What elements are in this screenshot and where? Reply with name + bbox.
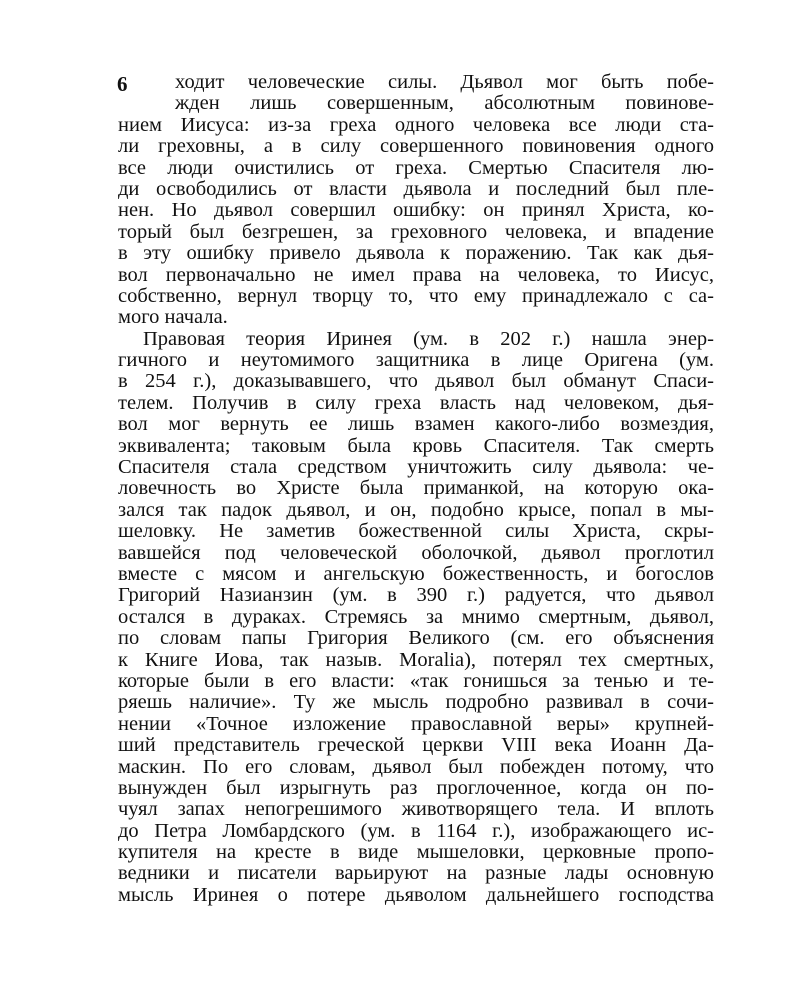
text-line: вынужден был изрыгнуть раз проглоченное, когда он по- — [118, 776, 714, 799]
text-line: ловечность во Христе была приманкой, на которую ока- — [118, 477, 714, 500]
text-line: эквивалента; таковым была кровь Спасителя. Так смерть — [118, 434, 714, 457]
text-line: чуял запах непогрешимого животворящего тела. И вплоть — [118, 798, 714, 821]
text-line: Григорий Назианзин (ум. в 390 г.) радуется, что дьявол — [118, 584, 714, 607]
text-line: жден лишь совершенным, абсолютным повинове- — [175, 92, 714, 115]
text-line: нием Иисуса: из-за греха одного человека все люди ста- — [118, 113, 714, 136]
text-line: остался в дураках. Стремясь за мнимо смертным, дьявол, — [118, 605, 714, 628]
text-line: ведники и писатели варьируют на разные лады основную — [118, 862, 714, 885]
page-number: 6 — [117, 72, 128, 96]
text-line: в эту ошибку привело дьявола к поражению. Так как дья- — [118, 242, 714, 265]
paragraph — [118, 72, 714, 329]
text-line: Правовая теория Иринея (ум. в 202 г.) нашла энер- — [143, 327, 714, 350]
text-line: нении «Точное изложение православной веры» крупней- — [118, 712, 714, 735]
text-line: вавшейся под человеческой оболочкой, дьявол проглотил — [118, 541, 714, 564]
text-line: ходит человеческие силы. Дьявол мог быть побе- — [175, 71, 714, 93]
text-line: купителя на кресте в виде мышеловки, церковные пропо- — [118, 841, 714, 864]
text-line: к Книге Иова, так назыв. Moralia), потерял тех смертных, — [118, 648, 714, 671]
text-line: вол мог вернуть ее лишь взамен какого-либо возмездия, — [118, 413, 714, 436]
text-line: торый был безгрешен, за греховного человека, и впадение — [118, 220, 714, 243]
text-line: шеловку. Не заметив божественной силы Христа, скры- — [118, 520, 714, 543]
body-text — [118, 72, 714, 906]
text-line: мого начала. — [118, 306, 228, 329]
text-line: ли греховны, а в силу совершенного повиновения одного — [118, 135, 714, 158]
text-line: мысль Иринея о потере дьяволом дальнейшего господства — [118, 883, 714, 906]
text-line: собственно, вернул творцу то, что ему принадлежало с са- — [118, 284, 714, 307]
text-line: вол первоначально не имел права на человека, то Иисус, — [118, 263, 714, 286]
text-line: в 254 г.), доказывавшего, что дьявол был обманут Спаси- — [118, 370, 714, 393]
text-line: ший представитель греческой церкви VIII века Иоанн Да- — [118, 734, 714, 757]
text-line: вместе с мясом и ангельскую божественность, и богослов — [118, 562, 714, 585]
text-line: Спасителя стала средством уничтожить силу дьявола: че- — [118, 456, 714, 479]
text-line: которые были в его власти: «так гонишься за тенью и те- — [118, 669, 714, 692]
text-line: гичного и неутомимого защитника в лице Оригена (ум. — [118, 349, 714, 372]
text-line: зался так падок дьявол, и он, подобно крысе, попал в мы- — [118, 498, 714, 521]
paragraph — [118, 329, 714, 907]
text-line: нен. Но дьявол совершил ошибку: он принял Христа, ко- — [118, 199, 714, 222]
text-line: ряешь наличие». Ту же мысль подробно развивал в сочи- — [118, 691, 714, 714]
text-line: по словам папы Григория Великого (см. его объяснения — [118, 627, 714, 650]
text-line: телем. Получив в силу греха власть над человеком, дья- — [118, 391, 714, 414]
text-line: ди освободились от власти дьявола и последний был пле- — [118, 177, 714, 200]
text-line: все люди очистились от греха. Смертью Спасителя лю- — [118, 156, 714, 179]
text-line: маскин. По его словам, дьявол был побежден потому, что — [118, 755, 714, 778]
text-line: до Петра Ломбардского (ум. в 1164 г.), изображающего ис- — [118, 819, 714, 842]
